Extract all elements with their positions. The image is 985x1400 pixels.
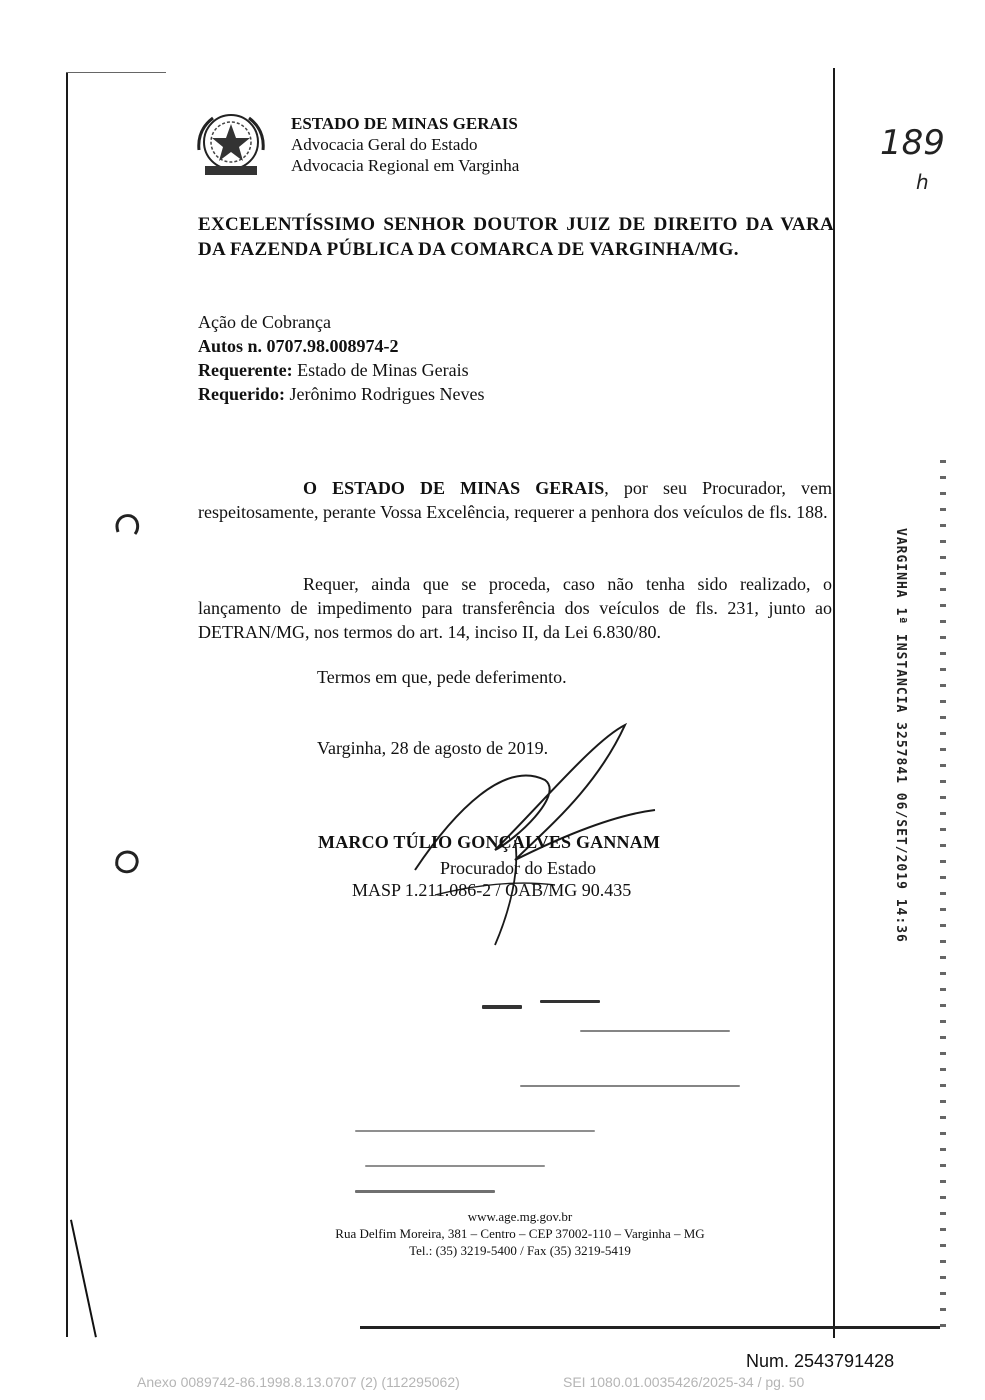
scan-noise: [580, 1030, 730, 1032]
footer-site: www.age.mg.gov.br: [467, 1209, 573, 1224]
impediment-paragraph: Requer, ainda que se proceda, caso não tenha sido realizado, o lançamento de impedimento para transferência dos veículos de fls. 231, junto ao DETRAN/MG, nos termos do art. 14, inciso II, da Lei 6.830/80.: [198, 574, 832, 642]
date-line: Varginha, 28 de agosto de 2019.: [317, 738, 549, 758]
scan-noise: [365, 1165, 545, 1167]
docket-number: Autos n. 0707.98.008974-2: [198, 336, 399, 356]
letterhead: [291, 113, 519, 176]
signatory-registration: MASP 1.211.086-2 / OAB/MG 90.435: [352, 880, 632, 900]
letterhead-state: ESTADO DE MINAS GERAIS: [291, 114, 518, 133]
request-rest: , por seu Procurador, vem respeitosamente, perante Vossa Excelência, requerer a penhora dos veículos de fls. 188.: [198, 478, 833, 522]
scan-border-top: [66, 72, 166, 73]
footer-address: Rua Delfim Moreira, 381 – Centro – CEP 37002-110 – Varginha – MG: [335, 1226, 705, 1241]
scan-noise: [520, 1085, 740, 1087]
closing-line: Termos em que, pede deferimento.: [317, 667, 567, 687]
request-paragraph: [198, 476, 832, 524]
scan-border-left: [66, 72, 68, 1337]
request-lead: O ESTADO DE MINAS GERAIS: [303, 478, 605, 498]
scan-noise: [355, 1130, 595, 1132]
scan-noise: [540, 1000, 600, 1003]
punch-hole-icon: [113, 512, 141, 538]
scan-noise: [355, 1190, 495, 1193]
annex-reference: Anexo 0089742-86.1998.8.13.0707 (2) (112295062): [137, 1374, 460, 1390]
punch-hole-icon: [113, 848, 141, 874]
scan-edge-mark: [70, 1220, 97, 1338]
scan-border-bottom: [360, 1326, 940, 1329]
footer-phone: Tel.: (35) 3219-5400 / Fax (35) 3219-5419: [409, 1243, 631, 1258]
page-number-handwritten: 189: [880, 123, 945, 163]
defendant-name: Jerônimo Rodrigues Neves: [289, 384, 485, 404]
sei-reference: SEI 1080.01.0035426/2025-34 / pg. 50: [563, 1374, 805, 1390]
action-type: Ação de Cobrança: [198, 312, 331, 332]
footer: [240, 1208, 800, 1259]
addressee-heading: EXCELENTÍSSIMO SENHOR DOUTOR JUIZ DE DIREITO DA VARA DA FAZENDA PÚBLICA DA COMARCA DE VARGINHA/MG.: [198, 214, 834, 260]
document-number: Num. 2543791428: [746, 1351, 895, 1371]
signatory-name: MARCO TÚLIO GONÇALVES GANNAM: [318, 832, 661, 852]
letterhead-office: Advocacia Geral do Estado: [291, 135, 478, 154]
perforation-dots: [940, 460, 946, 1330]
protocol-stamp: VARGINHA 1ª INSTANCIA 3257841 06/SET/2019 14:36: [893, 528, 908, 943]
defendant-label: Requerido:: [198, 384, 285, 404]
plaintiff-name: Estado de Minas Gerais: [297, 360, 469, 380]
state-coat-of-arms-icon: [193, 110, 269, 180]
page-initial-handwritten: h: [916, 170, 929, 194]
case-info: [198, 310, 484, 406]
signatory-role: Procurador do Estado: [440, 858, 596, 878]
letterhead-regional: Advocacia Regional em Varginha: [291, 156, 520, 175]
plaintiff-label: Requerente:: [198, 360, 293, 380]
scan-noise: [482, 1005, 522, 1009]
